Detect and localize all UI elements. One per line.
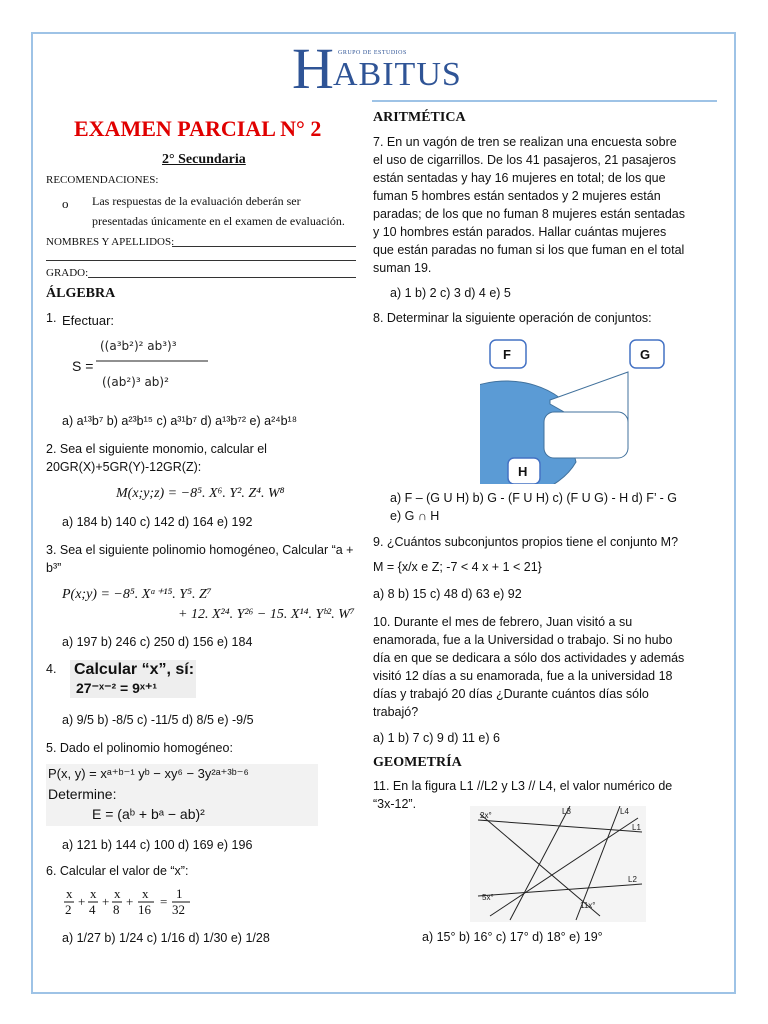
label-l2: L2	[628, 875, 637, 884]
names-label	[46, 236, 174, 248]
q8-venn-diagram	[480, 334, 670, 484]
q9-set: M = {x/x e Z; -7 < 4 x + 1 < 21}	[373, 560, 542, 574]
grade-label: GRADO:	[46, 267, 89, 279]
label-l3: L3	[562, 807, 571, 816]
q10-line-1: 10. Durante el mes de febrero, Juan visitó a su	[373, 615, 633, 629]
logo-underline	[372, 100, 717, 102]
q7-options: a) 1 b) 2 c) 3 d) 4 e) 5	[390, 286, 511, 300]
q3-text-2: b³”	[46, 561, 62, 575]
q9-text: 9. ¿Cuántos subconjuntos propios tiene el conjunto M?	[373, 535, 679, 549]
svg-text:4: 4	[89, 902, 96, 917]
q7-line-6: y 10 hombres están parados. Hallar cuántas mujeres	[373, 225, 667, 239]
svg-text:x: x	[142, 886, 149, 901]
q1-s-label: S =	[72, 358, 94, 374]
aritmetica-heading: ARITMÉTICA	[373, 110, 466, 125]
q5-options: a) 121 b) 144 c) 100 d) 169 e) 196	[62, 838, 253, 852]
q10-line-4: visitó 12 días a su enamorada, fue a la universidad 18	[373, 669, 673, 683]
exam-title: EXAMEN PARCIAL N° 2	[74, 116, 322, 141]
bullet-icon: o	[62, 196, 69, 211]
habitus-logo	[292, 36, 482, 101]
names-label-text: NOMBRES Y APELLIDOS:	[46, 236, 175, 248]
venn-label-g: G	[640, 347, 651, 362]
q10-text	[373, 613, 721, 721]
grade-input-line[interactable]	[88, 277, 356, 278]
q7-line-1: 7. En un vagón de tren se realizan una encuesta sobre	[373, 135, 677, 149]
q4-equation: 27⁻ˣ⁻² = 9ˣ⁺¹	[76, 680, 158, 696]
q4-number: 4.	[46, 662, 57, 676]
svg-text:1: 1	[176, 886, 183, 901]
logo-tagline: GRUPO DE ESTUDIOS	[338, 50, 407, 56]
venn-label-h: H	[518, 464, 528, 479]
q4-options: a) 9/5 b) -8/5 c) -11/5 d) 8/5 e) -9/5	[62, 713, 254, 727]
q7-text	[373, 133, 721, 277]
svg-text:((ab²)³ ab)²: ((ab²)³ ab)²	[102, 375, 169, 389]
recommendation-line-2: presentadas únicamente en el examen de evaluación.	[92, 214, 345, 228]
svg-text:=: =	[160, 894, 168, 909]
svg-text:32: 32	[172, 902, 185, 917]
recommendation-line-1: Las respuestas de la evaluación deberán ser	[92, 194, 301, 208]
names-input-line-2[interactable]	[46, 260, 356, 261]
q3-formula-2: + 12. X²⁴. Y²⁶ − 15. X¹⁴. Yᵇ². W⁷	[178, 607, 355, 622]
algebra-heading: ÁLGEBRA	[46, 286, 116, 301]
q1-label: Efectuar:	[62, 313, 115, 328]
q7-line-5: paradas; de los que no fuman 8 mujeres están sentadas	[373, 207, 686, 221]
svg-text:+: +	[126, 894, 134, 909]
svg-text:16: 16	[138, 902, 151, 917]
q10-line-2: enamorada, fue a la Universidad o trabajo. Si no hubo	[373, 633, 673, 647]
svg-text:+: +	[78, 894, 86, 909]
q6-text: 6. Calcular el valor de “x”:	[46, 864, 189, 878]
q2-text-1: 2. Sea el siguiente monomio, calcular el	[46, 442, 267, 456]
angle-2x: 2x°	[480, 811, 492, 820]
label-l1: L1	[632, 823, 641, 832]
q3-text-1: 3. Sea el siguiente polinomio homogéneo, Calcular “a +	[46, 543, 354, 557]
q2-formula: M(x;y;z) = −8⁵. X⁶. Y². Z⁴. W⁸	[116, 486, 285, 501]
q8-options-2: e) G ∩ H	[390, 509, 440, 523]
q7-line-7: que están paradas no fuman si los que fuman en el total	[373, 243, 685, 257]
q1-fraction-image	[96, 326, 216, 400]
q7-line-3: están sentadas y hay 16 mujeres en total; de los que	[373, 171, 666, 185]
q1-options: a) a¹³b⁷ b) a²³b¹⁵ c) a³¹b⁷ d) a¹³b⁷² e) a²⁴b¹⁸	[62, 414, 297, 428]
angle-11x: 11x°	[580, 901, 596, 910]
q7-line-2: el uso de cigarrillos. De los 41 pasajeros, 21 pasajeros	[373, 153, 676, 167]
q9-options: a) 8 b) 15 c) 48 d) 63 e) 92	[373, 587, 522, 601]
venn-label-f: F	[503, 347, 511, 362]
q5-text: 5. Dado el polinomio homogéneo:	[46, 741, 233, 755]
q4-image	[70, 660, 196, 698]
svg-text:x: x	[114, 886, 121, 901]
q7-line-8: suman 19.	[373, 261, 432, 275]
logo-initial: H	[292, 36, 334, 101]
q6-options: a) 1/27 b) 1/24 c) 1/16 d) 1/30 e) 1/28	[62, 931, 270, 945]
q11-text-1: 11. En la figura L1 //L2 y L3 // L4, el valor numérico de	[373, 779, 673, 793]
grade-heading: 2° Secundaria	[162, 152, 246, 167]
q3-formula-1: P(x;y) = −8⁵. Xᵃ⁺¹⁵. Y⁵. Z⁷	[62, 587, 212, 602]
q11-options: a) 15° b) 16° c) 17° d) 18° e) 19°	[422, 930, 603, 944]
q1-number: 1.	[46, 311, 57, 325]
q5-determine: Determine:	[48, 786, 117, 802]
q11-parallel-lines-figure	[470, 806, 646, 922]
q5-polynomial: P(x, y) = xᵃ⁺ᵇ⁻¹ yᵇ − xy⁶ − 3y²ᵃ⁺³ᵇ⁻⁶	[48, 766, 249, 781]
q5-image	[46, 764, 318, 826]
angle-5x: 5x°	[482, 893, 494, 902]
q4-title: Calcular “x”, sí:	[74, 661, 195, 678]
q7-line-4: fuman 5 hombres están sentados y 2 mujeres están	[373, 189, 661, 203]
svg-text:x: x	[90, 886, 97, 901]
q6-equation-image	[62, 886, 212, 920]
q10-line-6: trabajó?	[373, 705, 419, 719]
recommendations-label: RECOMENDACIONES:	[46, 174, 159, 186]
label-l4: L4	[620, 807, 629, 816]
q10-line-3: día en que se dedicara a sólo dos actividades y además	[373, 651, 685, 665]
svg-text:8: 8	[113, 902, 120, 917]
q11-text-2: “3x-12”.	[373, 797, 417, 811]
geometria-heading: GEOMETRÍA	[373, 755, 462, 770]
svg-text:((a³b²)² ab³)³: ((a³b²)² ab³)³	[100, 339, 177, 353]
q2-options: a) 184 b) 140 c) 142 d) 164 e) 192	[62, 515, 253, 529]
q2-text-2: 20GR(X)+5GR(Y)-12GR(Z):	[46, 460, 202, 474]
q5-expression: E = (aᵇ + bᵃ − ab)²	[92, 806, 205, 822]
q3-options: a) 197 b) 246 c) 250 d) 156 e) 184	[62, 635, 253, 649]
q8-options-1: a) F – (G U H) b) G - (F U H) c) (F U G) - H d) F’ - G	[390, 491, 678, 505]
svg-text:x: x	[66, 886, 73, 901]
svg-text:2: 2	[65, 902, 72, 917]
svg-text:+: +	[102, 894, 110, 909]
q8-text: 8. Determinar la siguiente operación de conjuntos:	[373, 311, 652, 325]
names-input-line[interactable]	[172, 246, 356, 247]
logo-name: ABITUS	[333, 56, 462, 93]
q10-line-5: días y trabajó 20 días ¿Durante cuántos días sólo	[373, 687, 649, 701]
q10-options: a) 1 b) 7 c) 9 d) 11 e) 6	[373, 731, 500, 745]
